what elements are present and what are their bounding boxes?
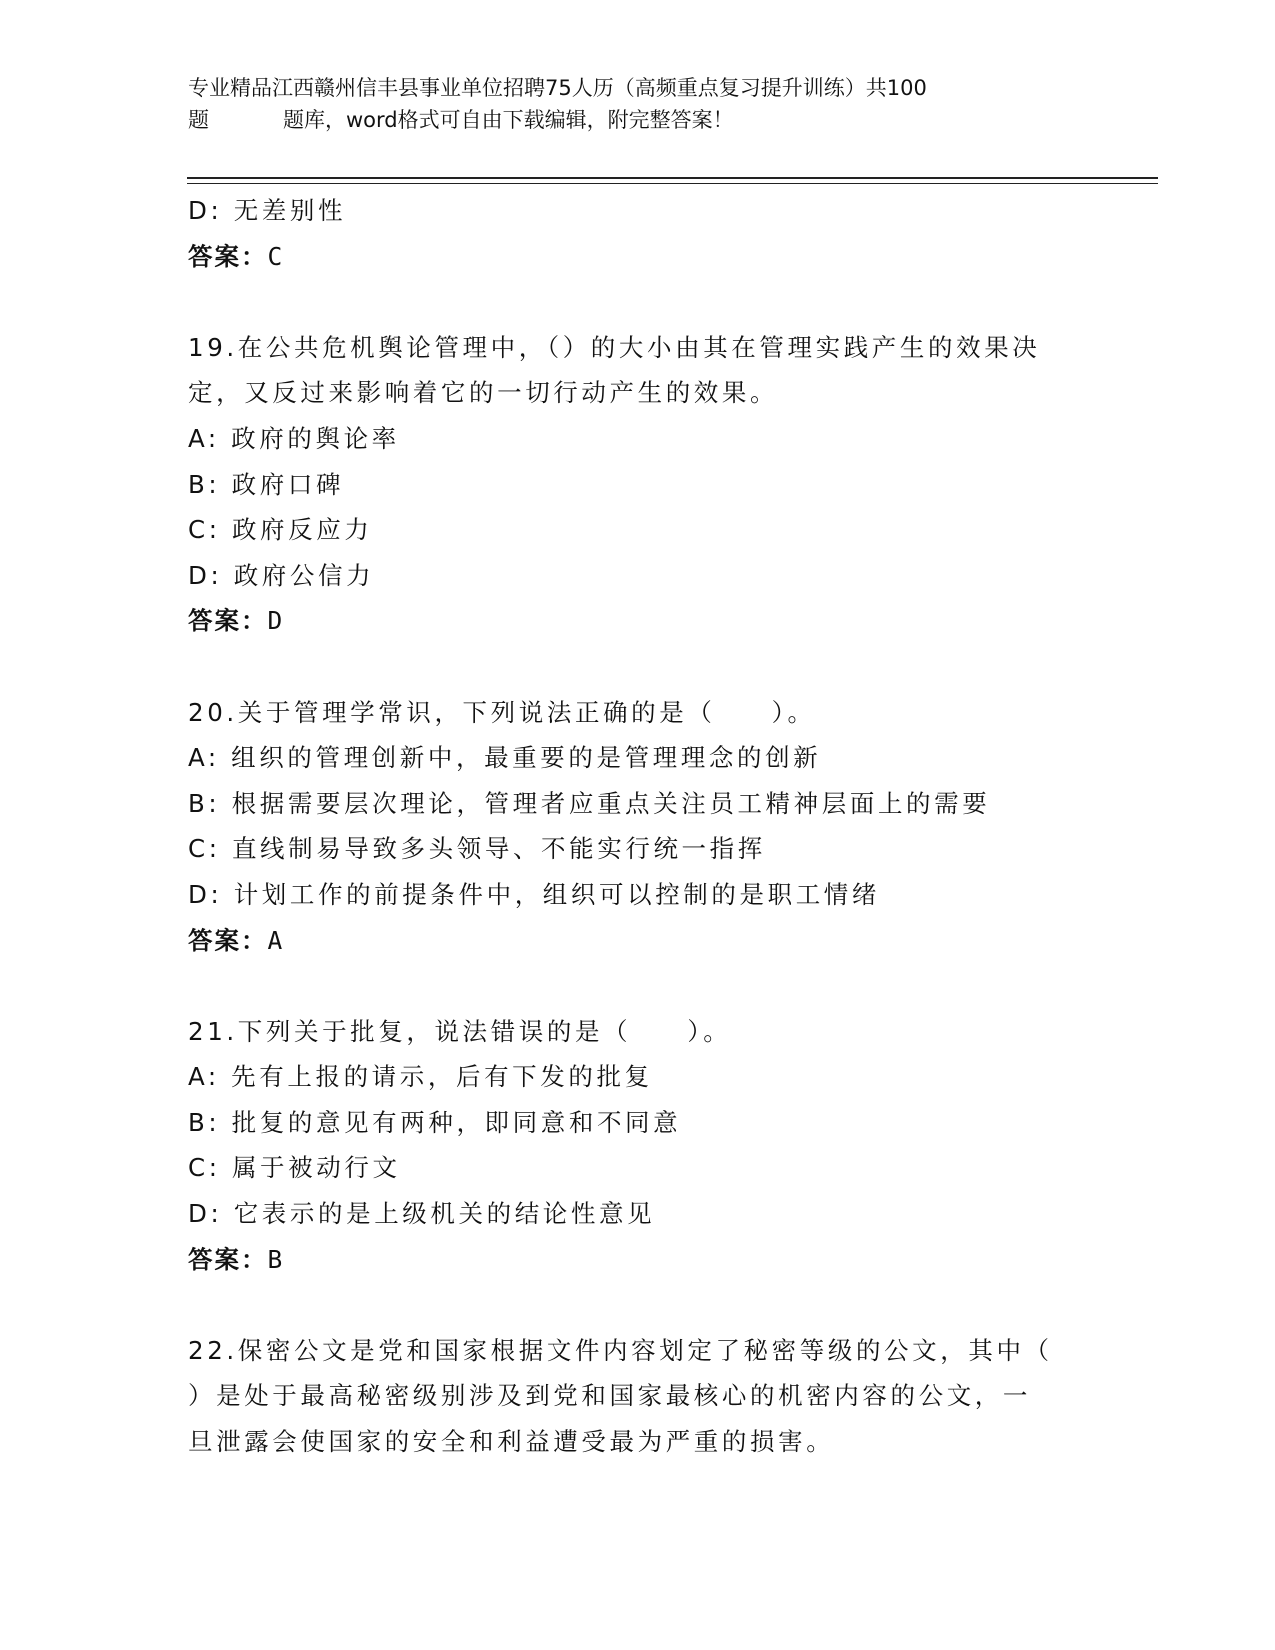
option-d: D: 它表示的是上级机关的结论性意见 (188, 1199, 656, 1229)
question-stem-line: 旦泄露会使国家的安全和利益遭受最为严重的损害。 (188, 1427, 835, 1457)
header-title-line-2-end: 题库，word格式可自由下载编辑，附完整答案！ (283, 108, 734, 132)
answer-label: 答案： (188, 925, 268, 955)
answer-value: A (267, 925, 284, 955)
option-b: B: 政府口碑 (188, 469, 345, 499)
answer-line (188, 1237, 1088, 1283)
option-c: C: 直线制易导致多头领导、不能实行统一指挥 (188, 834, 766, 864)
option-a: A: 先有上报的请示，后有下发的批复 (188, 1062, 653, 1092)
header-title-line-1: 专业精品江西赣州信丰县事业单位招聘75人历（高频重点复习提升训练）共100 (188, 76, 927, 100)
question-stem-line: ）是处于最高秘密级别涉及到党和国家最核心的机密内容的公文，一 (188, 1381, 1031, 1411)
option-d: D: 无差别性 (188, 196, 347, 225)
question-21 (188, 1009, 1088, 1283)
spacer (188, 1282, 1088, 1328)
header-title-line-2-start: 题 (188, 108, 209, 132)
header-title-line-2 (188, 104, 1068, 136)
question-stem-line: 19.在公共危机舆论管理中，（）的大小由其在管理实践产生的效果决 (188, 332, 1041, 362)
spacer (188, 279, 1088, 325)
option-b: B: 根据需要层次理论，管理者应重点关注员工精神层面上的需要 (188, 788, 991, 818)
question-stem-line: 21.下列关于批复，说法错误的是（ ）。 (188, 1016, 732, 1046)
answer-label: 答案： (188, 1244, 268, 1274)
question-stem-line: 22.保密公文是党和国家根据文件内容划定了秘密等级的公文，其中（ (188, 1335, 1053, 1365)
answer-line (188, 598, 1088, 644)
spacer (188, 963, 1088, 1009)
answer-line (188, 918, 1088, 964)
option-b: B: 批复的意见有两种，即同意和不同意 (188, 1107, 682, 1137)
option-d: D: 政府公信力 (188, 560, 375, 590)
answer-line (188, 234, 1088, 280)
answer-value: C (267, 241, 284, 271)
header-divider-thick (187, 177, 1158, 179)
answer-label: 答案： (188, 241, 268, 271)
option-d: D: 计划工作的前提条件中，组织可以控制的是职工情绪 (188, 879, 881, 909)
answer-label: 答案： (188, 606, 268, 636)
question-20 (188, 690, 1088, 964)
answer-value: D (267, 606, 284, 636)
spacer (188, 644, 1088, 690)
question-19 (188, 325, 1088, 644)
option-a: A: 政府的舆论率 (188, 423, 400, 453)
question-stem-line: 定，又反过来影响着它的一切行动产生的效果。 (188, 378, 779, 408)
question-22 (188, 1328, 1088, 1465)
document-body (188, 188, 1088, 1465)
page-header (188, 72, 1068, 136)
answer-value: B (267, 1244, 284, 1274)
option-a: A: 组织的管理创新中，最重要的是管理理念的创新 (188, 743, 822, 773)
option-c: C: 政府反应力 (188, 515, 373, 545)
option-c: C: 属于被动行文 (188, 1153, 401, 1183)
header-divider-thin (187, 183, 1158, 184)
question-stem-line: 20.关于管理学常识，下列说法正确的是（ ）。 (188, 697, 816, 727)
